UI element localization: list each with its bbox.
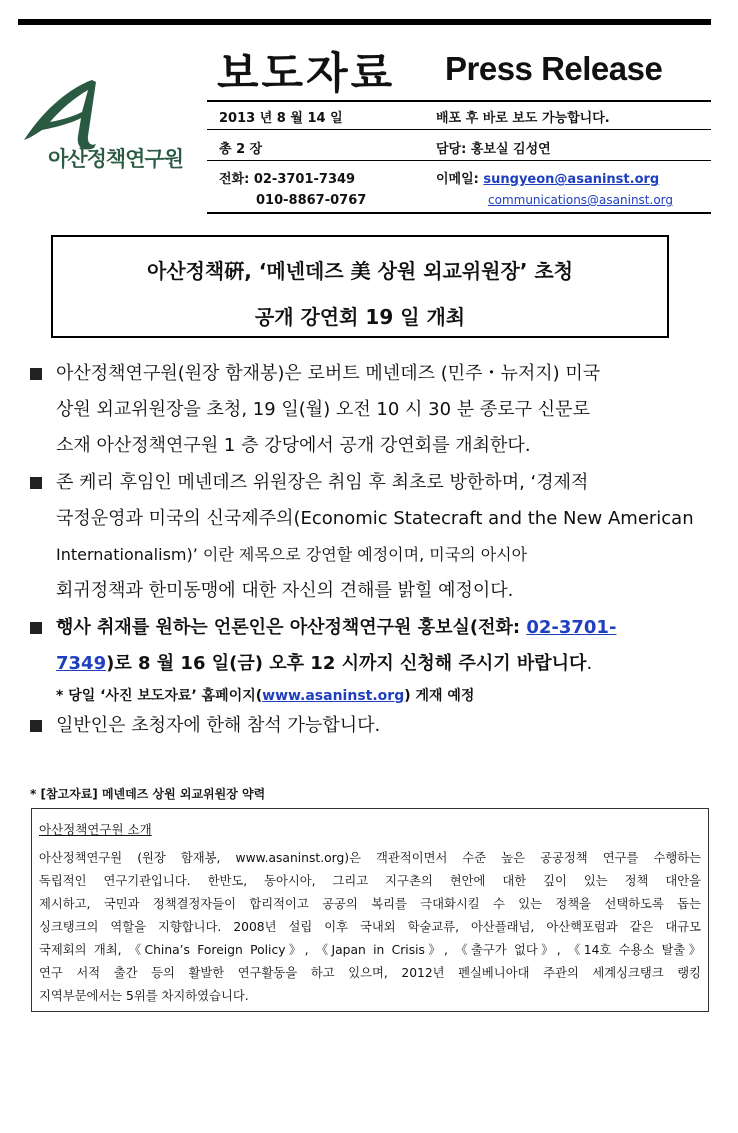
top-rule (18, 19, 711, 25)
info-box-title: 아산정책연구원 소개 (39, 822, 152, 837)
press-phone-link-cont[interactable]: 7349 (56, 653, 107, 674)
headline-box (51, 235, 669, 338)
paragraph-3 (30, 610, 720, 682)
phone: 전화: 02-3701-7349 (219, 172, 356, 187)
homepage-link[interactable]: www.asaninst.org (262, 688, 405, 704)
email-label: 이메일: (436, 172, 479, 187)
p3-text-a: 행사 취재를 원하는 언론인은 아산정책연구원 홍보실(전화: (56, 617, 527, 638)
info-line: 지역부문에서는 5위를 차지하였습니다. (39, 989, 249, 1003)
release-note: 배포 후 바로 보도 가능합니다. (436, 111, 610, 126)
info-line: 아산정책연구원 (원장 함재봉, www.asaninst.org)은 객관적이면서 수준 높은 공공정책 연구를 수행하는 (39, 851, 701, 865)
p3-text-b: )로 8 월 16 일(금) 오후 12 시까지 신청해 주시기 바랍니다 (106, 653, 587, 674)
title-korean: 보도자료 (217, 49, 396, 99)
info-line: 싱크탱크의 역할을 지향합니다. 2008년 설립 이후 국내외 학술교류, 아산플래넘, 아산핵포럼과 같은 대규모 (39, 920, 701, 934)
press-phone-link[interactable]: 02-3701- (526, 617, 617, 638)
p1-line: 소재 아산정책연구원 1 층 강당에서 공개 강연회를 개최한다. (56, 435, 531, 456)
p2-line: Internationalism)’ 이란 제목으로 강연할 예정이며, 미국의 아시아 (56, 545, 528, 564)
paragraph-2 (30, 465, 720, 609)
p2-line: 회귀정책과 한미동맹에 대한 자신의 견해를 밝힐 예정이다. (56, 580, 514, 601)
email-link-1[interactable]: sungyeon@asaninst.org (483, 172, 660, 187)
p2-line: 존 케리 후임인 메넨데즈 위원장은 취임 후 최초로 방한하며, ‘경제적 (56, 472, 589, 493)
release-date: 2013 년 8 월 14 일 (219, 111, 343, 126)
reference-title: * [참고자료] 메넨데즈 상원 외교위원장 약력 (30, 787, 266, 801)
p1-line: 아산정책연구원(원장 함재봉)은 로버트 메넨데즈 (민주・뉴저지) 미국 (56, 363, 601, 384)
bullet-square-icon (30, 356, 50, 393)
p2-line: 국정운영과 미국의 신국제주의(Economic Statecraft and the New American (56, 508, 694, 529)
logo-text: 아산정책연구원 (48, 147, 184, 171)
bullet-square-icon (30, 465, 50, 502)
email-link-2[interactable]: communications@asaninst.org (488, 193, 674, 207)
bullet-square-icon (30, 610, 50, 647)
photo-note (56, 685, 474, 705)
info-line: 제시하고, 국민과 정책결정자들이 합리적이고 공공의 복리를 극대화시킬 수 있는 정책을 선택하도록 돕는 (39, 897, 701, 911)
bullet-square-icon (30, 708, 50, 745)
p3-line-2 (56, 646, 592, 682)
header-rule-1 (207, 100, 711, 102)
page-count: 총 2 장 (219, 142, 263, 157)
info-line: 연구 서적 출간 등의 활발한 연구활동을 하고 있으며, 2012년 펜실베니아대 주관의 세계싱크탱크 랭킹 (39, 966, 701, 980)
headline-line-2: 공개 강연회 19 일 개최 (254, 305, 466, 329)
p4-line: 일반인은 초청자에 한해 참석 가능합니다. (56, 715, 381, 736)
note-text-b: ) 게재 예정 (404, 688, 475, 704)
header-rule-3 (207, 160, 711, 161)
info-line: 국제회의 개최, 《China’s Foreign Policy》, 《Japan in Crisis》, 《출구가 없다》, 《14호 수용소 탈출》 (39, 943, 701, 957)
info-line: 독립적인 연구기관입니다. 한반도, 동아시아, 그리고 지구촌의 현안에 대한 깊이 있는 정책 대안을 (39, 874, 701, 888)
p3-line-1 (56, 610, 616, 646)
institute-info-box (31, 808, 709, 1012)
header-rule-4 (207, 212, 711, 214)
paragraph-4 (30, 708, 720, 744)
header-rule-2 (207, 129, 711, 130)
headline-line-1: 아산정책硏, ‘메넨데즈 美 상원 외교위원장’ 초청 (146, 259, 574, 283)
title-english: Press Release (445, 50, 663, 87)
email-row (436, 168, 659, 187)
note-text-a: * 당일 ‘사진 보도자료’ 홈페이지( (56, 688, 263, 704)
phone-mobile: 010-8867-0767 (256, 193, 367, 208)
p3-period: . (586, 653, 593, 674)
paragraph-1 (30, 356, 720, 464)
contact-person: 담당: 홍보실 김성연 (436, 142, 551, 157)
email-row-2 (488, 193, 673, 207)
p1-line: 상원 외교위원장을 초청, 19 일(월) 오전 10 시 30 분 종로구 신문로 (56, 399, 590, 420)
